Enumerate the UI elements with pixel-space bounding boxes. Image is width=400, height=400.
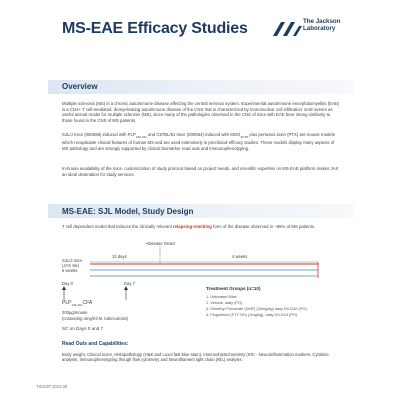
logo-line-2: Laboratory (303, 25, 336, 32)
treatment-groups-heading: Treatment Groups (n=10) (206, 286, 261, 291)
disease-onset-label: ~Disease Onset (145, 241, 175, 246)
p2-text-a: SJL/J mice (000686) induced with PLP (62, 132, 136, 137)
logo-line-1: The Jackson (303, 18, 341, 25)
plp-sub: 139-151 (71, 303, 83, 307)
day0-arrowhead (62, 286, 66, 290)
study-intro-b: form of the disease observed in ~85% of MS patients. (211, 224, 316, 229)
four-weeks-label: 4 weeks (232, 254, 248, 259)
dose-label: 200µg/mouse (62, 310, 88, 315)
treatment-group-item: 3. Dimethyl Fumarate (DMF) (30mg/kg) daily D0-D30 (PO) (206, 306, 307, 311)
treatment-group-item: 1. Untreated Mice (206, 294, 237, 299)
treatment-group-item: 4. Fingolimod (FTY720) (1mg/kg), daily D0-D23 (PO) (206, 312, 298, 317)
containing-label: (containing 4mg/ml M. tuberculosis) (62, 316, 129, 321)
readouts-heading: Read Outs and Capabilities: (62, 341, 129, 347)
mice-line-2: (JAX stk) (62, 263, 79, 269)
treatment-group-item: 2. Vehicle, daily (PO) (206, 300, 243, 305)
document-code: TS022P 2023.08 (36, 384, 68, 389)
p2-text-b: and C57BL/6J mice (000664) induced with MOG (146, 132, 241, 137)
p2-text-c: plus pertussis toxin (PTX) are mouse models which recapitulate clinical features of human MS and are used extensively in preclinical efficacy studies. These models display many aspects of MS pathology and are strongly supported by clinical biomarker read outs and immunophenotyping. (62, 132, 335, 152)
mice-line-3: 6 weeks (62, 268, 78, 274)
mice-line-1: SJL/J mice (62, 258, 83, 263)
overview-heading: Overview (62, 82, 98, 91)
day7-arrowhead (124, 286, 128, 290)
page-title: MS-EAE Efficacy Studies (62, 20, 248, 37)
day0-label: Day 0 (62, 281, 73, 286)
p2-sub-2: 35-55 (240, 134, 249, 139)
overview-paragraph-1: Multiple sclerosis (MS) is a chronic autoimmune disease affecting the central nervous system. Experimental autoimmune encephalomyelitis (EAE) is a CD4+ T cell-mediated, demyelinating autoimmune disease of the CNS that is characterized by mononuclear cell infiltration. EAE serves as useful animal model for multiple sclerosis (MS), since many of the pathologies observed in the CNS of mice with EAE bear strong similarity to those found in the CNS of MS patients. (62, 101, 340, 123)
sc-label: SC on Days 0 and 7 (62, 326, 104, 331)
study-heading: MS-EAE: SJL Model, Study Design (62, 207, 194, 216)
readouts-body: Body weight, Clinical score, Histopathology (H&E and Luxol fast blue stain), Immunohistochemistry (IHC - Neuroinflammation markers, Cytokine analysis, Immunophenotyping though flow cytometry and Neurofilament light chain (NfL) analysis. (62, 352, 329, 363)
plp-cfa-text: CFA (82, 300, 93, 306)
p2-sub-1: 139-151 (135, 134, 147, 139)
mice-label (62, 258, 82, 274)
day7-label: Day 7 (124, 281, 135, 286)
overview-paragraph-3: In-house availability of the mice, customization of study protocol based on project needs, and scientific expertise on MS-EAE platform makes JAX an ideal destination for study services. (62, 166, 339, 177)
plp-cfa-label (62, 301, 92, 308)
plp-text: PLP (62, 300, 72, 306)
study-intro-bold: relapsing-remitting (173, 224, 212, 229)
ten-days-label: 10 days (112, 254, 127, 259)
study-intro-a: T cell dependent model that induces the clinically relevant (62, 224, 173, 229)
